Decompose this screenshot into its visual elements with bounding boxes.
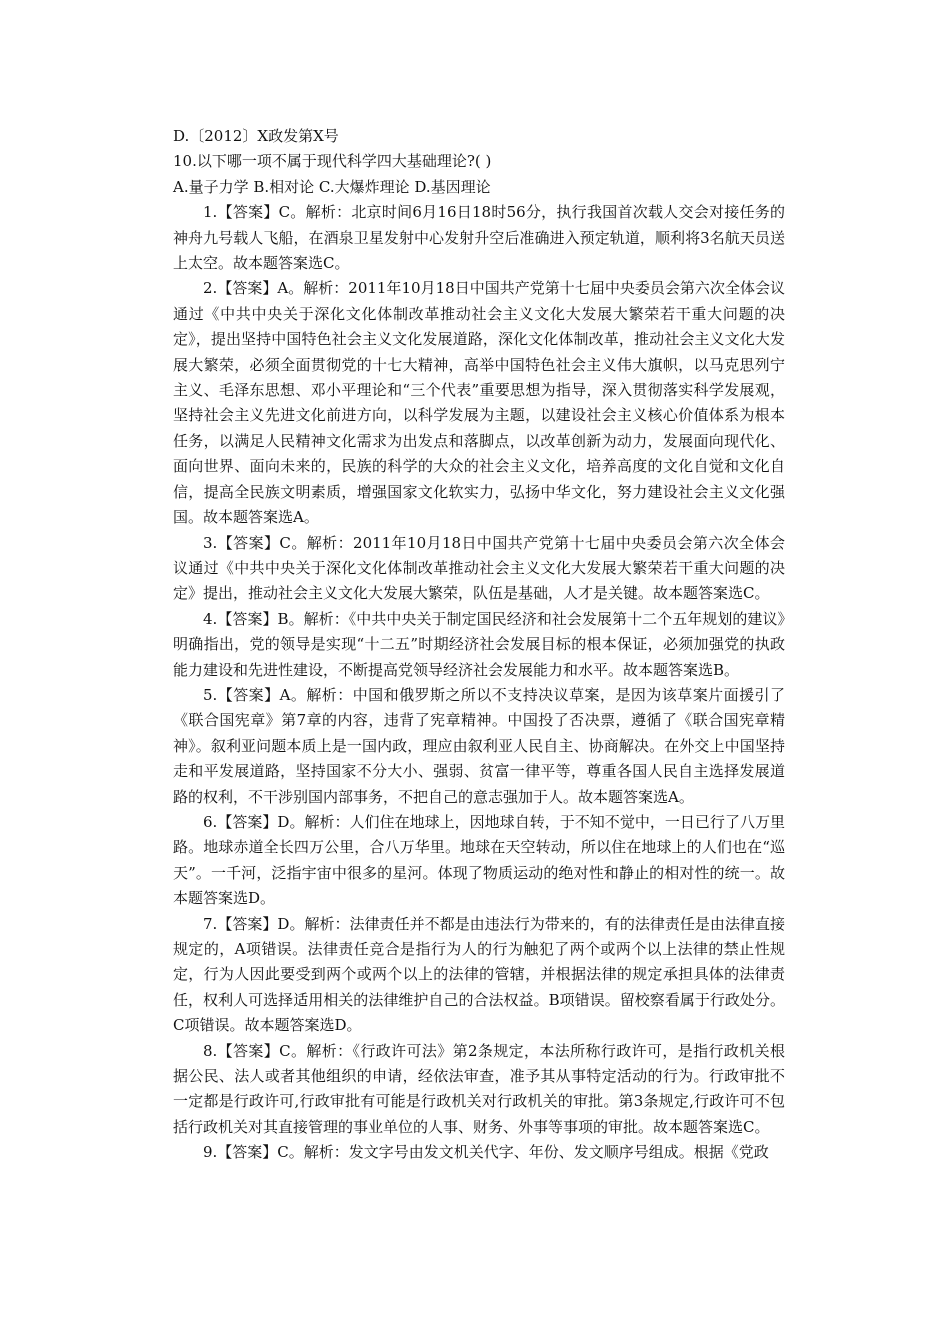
answer-4: 4.【答案】B。解析：《中共中央关于制定国民经济和社会发展第十二个五年规划的建议》明确指出，党的领导是实现“十二五”时期经济社会发展目标的根本保证，必须加强党的执政能力建设和先进性建设，不断提高党领导经济社会发展能力和水平。故本题答案选B。 <box>173 609 785 679</box>
answer-8: 8.【答案】C。解析：《行政许可法》第2条规定，本法所称行政许可，是指行政机关根据公民、法人或者其他组织的申请，经依法审查，准予其从事特定活动的行为。行政审批不一定都是行政许可,行政审批有可能是行政机关对行政机关的审批。第3条规定,行政许可不包括行政机关对其直接管理的事业单位的人事、财务、外事等事项的审批。故本题答案选C。 <box>173 1041 785 1136</box>
q10-options: A.量子力学 B.相对论 C.大爆炸理论 D.基因理论 <box>173 177 491 196</box>
answer-7: 7.【答案】D。解析：法律责任并不都是由违法行为带来的，有的法律责任是由法律直接规定的，A项错误。法律责任竞合是指行为人的行为触犯了两个或两个以上法律的禁止性规定，行为人因此要受到两个或两个以上的法律的管辖，并根据法律的规定承担具体的法律责任，权利人可选择适用相关的法律维护自己的合法权益。B项错误。留校察看属于行政处分。C项错误。故本题答案选D。 <box>173 914 785 1035</box>
answer-9: 9.【答案】C。解析：发文字号由发文机关代字、年份、发文顺序号组成。根据《党政 <box>203 1143 769 1162</box>
answer-2: 2.【答案】A。解析：2011年10月18日中国共产党第十七届中央委员会第六次全体会议通过《中共中央关于深化文化体制改革推动社会主义文化大发展大繁荣若干重大问题的决定》，提出坚持中国特色社会主义文化发展道路，深化文化体制改革，推动社会主义文化大发展大繁荣，必须全面贯彻党的十七大精神，高举中国特色社会主义伟大旗帜，以马克思列宁主义、毛泽东思想、邓小平理论和“三个代表”重要思想为指导，深入贯彻落实科学发展观，坚持社会主义先进文化前进方向，以科学发展为主题，以建设社会主义核心价值体系为根本任务，以满足人民精神文化需求为出发点和落脚点，以改革创新为动力，发展面向现代化、面向世界、面向未来的，民族的科学的大众的社会主义文化，培养高度的文化自觉和文化自信，提高全民族文明素质，增强国家文化软实力，弘扬中华文化，努力建设社会主义文化强国。故本题答案选A。 <box>173 279 785 527</box>
answer-6: 6.【答案】D。解析：人们住在地球上，因地球自转，于不知不觉中，一日已行了八万里路。地球赤道全长四万公里，合八万华里。地球在天空转动，所以住在地球上的人们也在“巡天”。一千河，泛指宇宙中很多的星河。体现了物质运动的绝对性和静止的相对性的统一。故本题答案选D。 <box>173 812 785 908</box>
q9-option-d: D.〔2012〕X政发第X号 <box>173 127 339 145</box>
answer-1: 1.【答案】C。解析：北京时间6月16日18时56分，执行我国首次载人交会对接任务的神舟九号载人飞船，在酒泉卫星发射中心发射升空后准确进入预定轨道，顺利将3名航天员送上太空。故本题答案选C。 <box>173 203 785 273</box>
q10-stem: 10.以下哪一项不属于现代科学四大基础理论?( ) <box>173 152 492 171</box>
document-page <box>173 124 785 1166</box>
answer-5: 5.【答案】A。解析：中国和俄罗斯之所以不支持决议草案，是因为该草案片面援引了《联合国宪章》第7章的内容，违背了宪章精神。中国投了否决票，遵循了《联合国宪章精神》。叙利亚问题本质上是一国内政，理应由叙利亚人民自主、协商解决。在外交上中国坚持走和平发展道路，坚持国家不分大小、强弱、贫富一律平等，尊重各国人民自主选择发展道路的权利，不干涉别国内部事务，不把自己的意志强加于人。故本题答案选A。 <box>173 685 785 806</box>
answer-3: 3.【答案】C。解析：2011年10月18日中国共产党第十七届中央委员会第六次全体会议通过《中共中央关于深化文化体制改革推动社会主义文化大发展大繁荣若干重大问题的决定》提出，推动社会主义文化大发展大繁荣，队伍是基础，人才是关键。故本题答案选C。 <box>173 533 785 603</box>
